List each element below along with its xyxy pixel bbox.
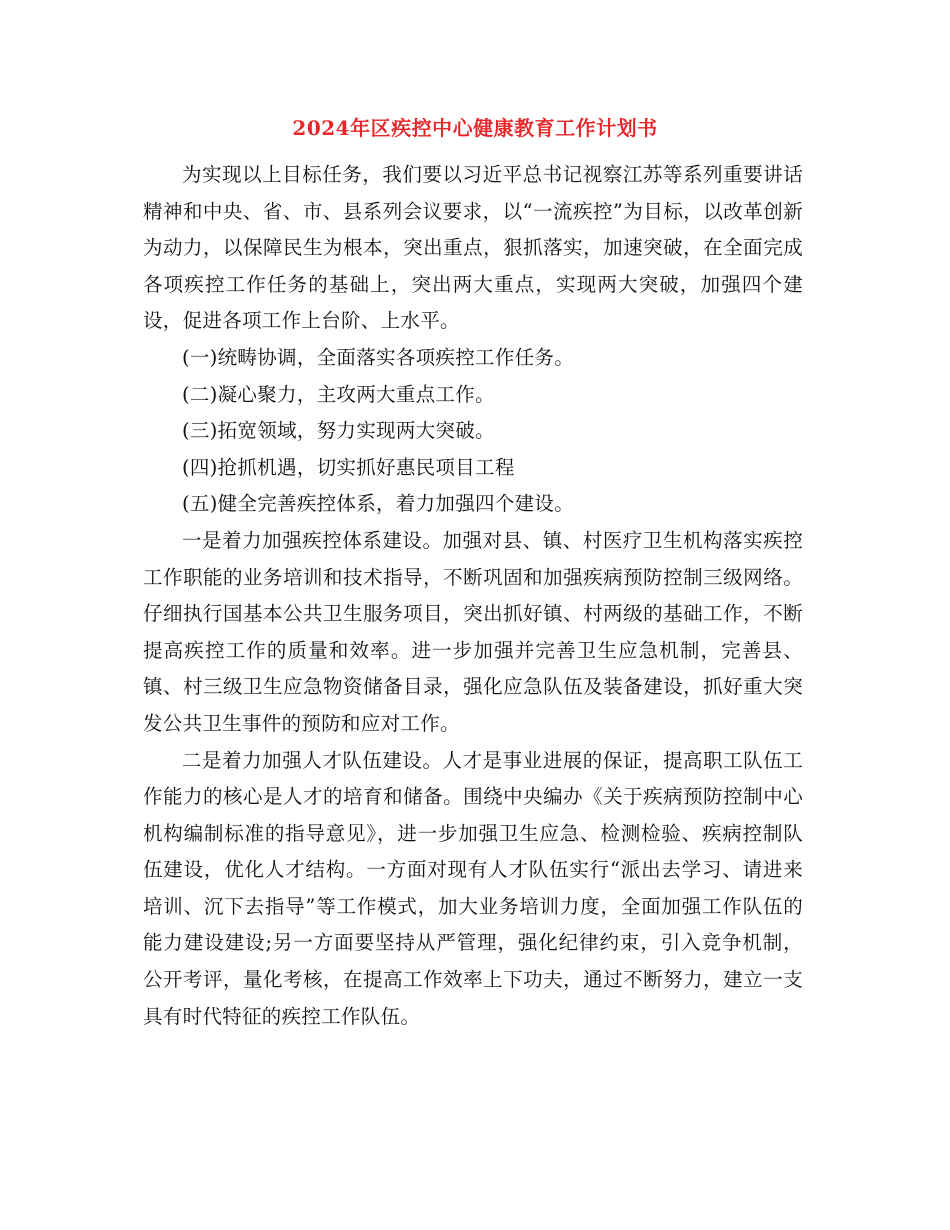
document-title: 2024年区疾控中心健康教育工作计划书 [292,116,658,140]
list-item: (一)统畴协调，全面落实各项疾控工作任务。 [182,345,575,369]
list-item: (二)凝心聚力，主攻两大重点工作。 [182,382,495,406]
list-item: (五)健全完善疾控体系，着力加强四个建设。 [182,492,575,516]
list-item: (四)抢抓机遇，切实抓好惠民项目工程 [182,455,515,479]
body-paragraph-system: 一是着力加强疾控体系建设。加强对县、镇、村医疗卫生机构落实疾控工作职能的业务培训和技术指导，不断巩固和加强疾病预防控制三级网络。仔细执行国基本公共卫生服务项目，突出抓好镇、村两级的基础工作，不断提高疾控工作的质量和效率。进一步加强并完善卫生应急机制，完善县、镇、村三级卫生应急物资储备目录，强化应急队伍及装备建设，抓好重大突发公共卫生事件的预防和应对工作。 [143,528,803,735]
list-item: (三)拓宽领域，努力实现两大突破。 [182,419,495,443]
intro-paragraph: 为实现以上目标任务，我们要以习近平总书记视察江苏等系列重要讲话精神和中央、省、市、县系列会议要求，以“一流疾控”为目标，以改革创新为动力，以保障民生为根本，突出重点，狠抓落实，加速突破，在全面完成各项疾控工作任务的基础上，突出两大重点，实现两大突破，加强四个建设，促进各项工作上台阶、上水平。 [143,163,803,333]
body-paragraph-talent: 二是着力加强人才队伍建设。人才是事业进展的保证，提高职工队伍工作能力的核心是人才的培育和储备。围绕中央编办《关于疾病预防控制中心机构编制标准的指导意见》，进一步加强卫生应急、检测检验、疾病控制队伍建设，优化人才结构。一方面对现有人才队伍实行“派出去学习、请进来培训、沉下去指导”等工作模式，加大业务培训力度，全面加强工作队伍的能力建设建设;另一方面要坚持从严管理，强化纪律约束，引入竞争机制，公开考评，量化考核，在提高工作效率上下功夫，通过不断努力，建立一支具有时代特征的疾控工作队伍。 [143,748,803,1028]
document-body [143,157,803,1035]
